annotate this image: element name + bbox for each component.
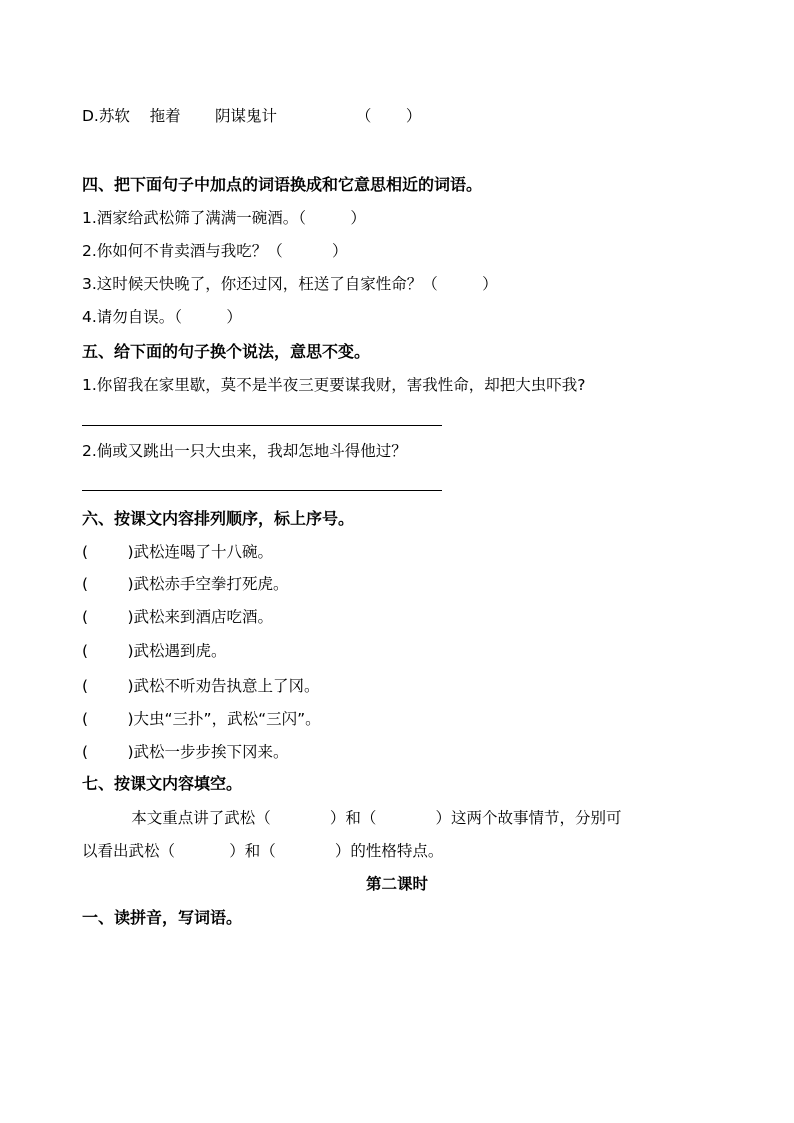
section-6-item-6: ( )大虫“三扑”，武松“三闪”。 bbox=[82, 710, 321, 728]
section-6-item-2: ( )武松赤手空拳打死虎。 bbox=[82, 575, 289, 593]
section-6-item-1: ( )武松连喝了十八碗。 bbox=[82, 543, 274, 561]
answer-line-2 bbox=[82, 490, 442, 491]
answer-line-1 bbox=[82, 425, 442, 426]
section-7-title: 七、按课文内容填空。 bbox=[82, 774, 243, 793]
section-6-item-5: ( )武松不听劝告执意上了冈。 bbox=[82, 677, 320, 695]
section-7-paragraph-line-2: 以看出武松（ ）和（ ）的性格特点。 bbox=[82, 842, 444, 860]
section-4-question-3: 3.这时候天快晚了，你还过冈，枉送了自家性命？（ ） bbox=[82, 275, 498, 293]
lesson-2-section-1-title: 一、读拼音，写词语。 bbox=[82, 908, 243, 927]
section-4-question-2: 2.你如何不肯卖酒与我吃？（ ） bbox=[82, 242, 348, 260]
section-4-question-1: 1.酒家给武松筛了满满一碗酒。（ ） bbox=[82, 209, 366, 227]
section-7-paragraph-line-1: 本文重点讲了武松（ ）和（ ）这两个故事情节，分别可 bbox=[82, 809, 622, 827]
section-5-question-1: 1.你留我在家里歇，莫不是半夜三更要谋我财，害我性命，却把大虫吓我? bbox=[82, 376, 586, 394]
section-5-question-2: 2.倘或又跳出一只大虫来，我却怎地斗得他过？ bbox=[82, 442, 407, 460]
section-6-title: 六、按课文内容排列顺序，标上序号。 bbox=[82, 509, 355, 528]
section-5-title: 五、给下面的句子换个说法，意思不变。 bbox=[82, 342, 371, 361]
section-6-item-3: ( )武松来到酒店吃酒。 bbox=[82, 608, 274, 626]
section-6-item-4: ( )武松遇到虎。 bbox=[82, 642, 227, 660]
section-6-item-7: ( )武松一步步挨下冈来。 bbox=[82, 743, 289, 761]
section-4-title: 四、把下面句子中加点的词语换成和它意思相近的词语。 bbox=[82, 175, 483, 194]
lesson-2-title: 第二课时 bbox=[365, 875, 428, 893]
option-d: D.苏软 拖着 阴谋鬼计 （ ） bbox=[82, 107, 422, 125]
section-4-question-4: 4.请勿自误。（ ） bbox=[82, 308, 242, 326]
